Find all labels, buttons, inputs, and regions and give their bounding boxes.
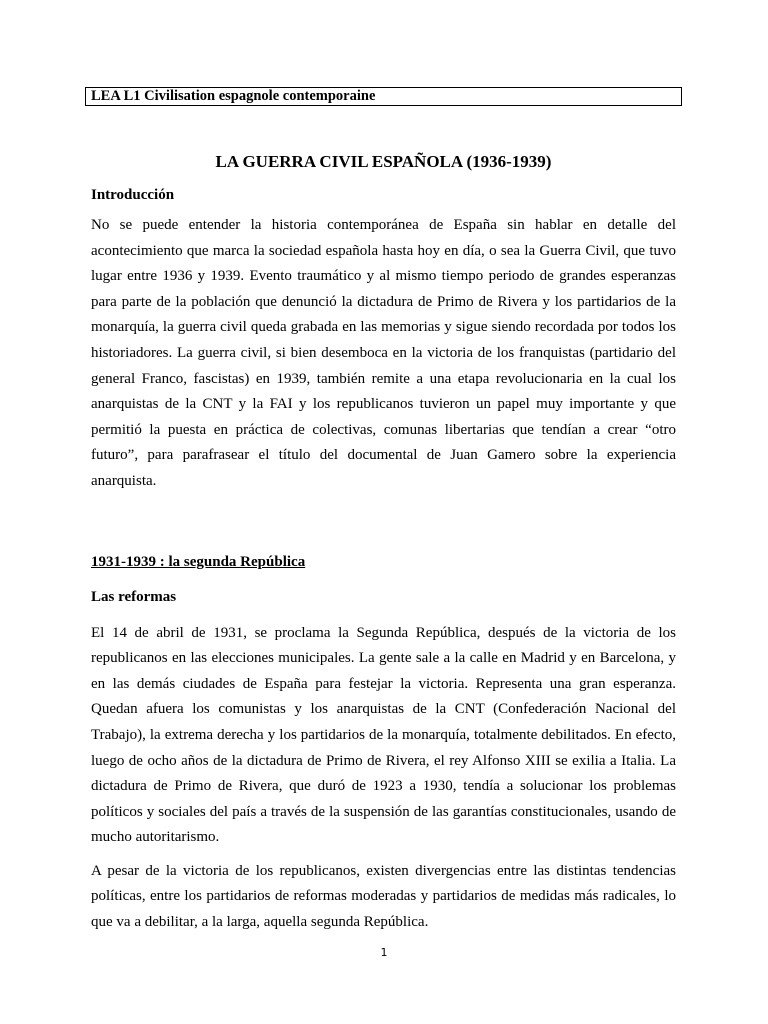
reform-paragraph-2: A pesar de la victoria de los republicanos, existen divergencias entre las distintas tendencias políticas, entre los partidarios de reformas moderadas y partidarios de medidas más radicales, lo que va a debilitar, a la larga, aquella segunda República. xyxy=(91,862,676,931)
intro-paragraph: No se puede entender la historia contemporánea de España sin hablar en detalle del acontecimiento que marca la sociedad española hasta hoy en día, o sea la Guerra Civil, que tuvo lugar entre 1936 y 1939. Evento traumático y al mismo tiempo periodo de grandes esperanzas para parte de la población que denunció la dictadura de Primo de Rivera y los partidarios de la monarquía, la guerra civil queda grabada en las memorias y sigue siendo recordada por todos los historiadores. La guerra civil, si bien desemboca en la victoria de los franquistas (partidario del general Franco, fascistas) en 1939, también remite a una etapa revolucionaria en la cual los anarquistas de la CNT y la FAI y los republicanos tuvieron un papel muy importante y que permitió la puesta en práctica de colectivas, comunas libertarias que tendían a crear “otro futuro”, para parafrasear el título del documental de Juan Gamero sobre la experiencia anarquista. xyxy=(91,217,676,489)
intro-heading: Introducción xyxy=(91,187,175,203)
course-header: LEA L1 Civilisation espagnole contemporaine xyxy=(85,87,682,106)
reform-paragraph-1: El 14 de abril de 1931, se proclama la Segunda República, después de la victoria de los republicanos en las elecciones municipales. La gente sale a la calle en Madrid y en Barcelona, y en las demás ciudades de España para festejar la victoria. Representa una gran esperanza. Quedan afuera los comunistas y los anarquistas de la CNT (Confederación Nacional del Trabajo), la extrema derecha y los partidarios de la monarquía, totalmente debilitados. En efecto, luego de ocho años de la dictadura de Primo de Rivera, el rey Alfonso XIII se exilia a Italia. La dictadura de Primo de Rivera, que duró de 1923 a 1930, tendía a solucionar los problemas políticos y sociales del país a través de la suspensión de las garantías constitucionales, usando de mucho autoritarismo. xyxy=(91,624,676,846)
document-body xyxy=(91,185,676,936)
section-heading: 1931-1939 : la segunda República xyxy=(91,553,306,570)
subsection-heading: Las reformas xyxy=(91,588,177,605)
page-number: 1 xyxy=(380,946,388,959)
document-title: LA GUERRA CIVIL ESPAÑOLA (1936-1939) xyxy=(215,152,552,171)
